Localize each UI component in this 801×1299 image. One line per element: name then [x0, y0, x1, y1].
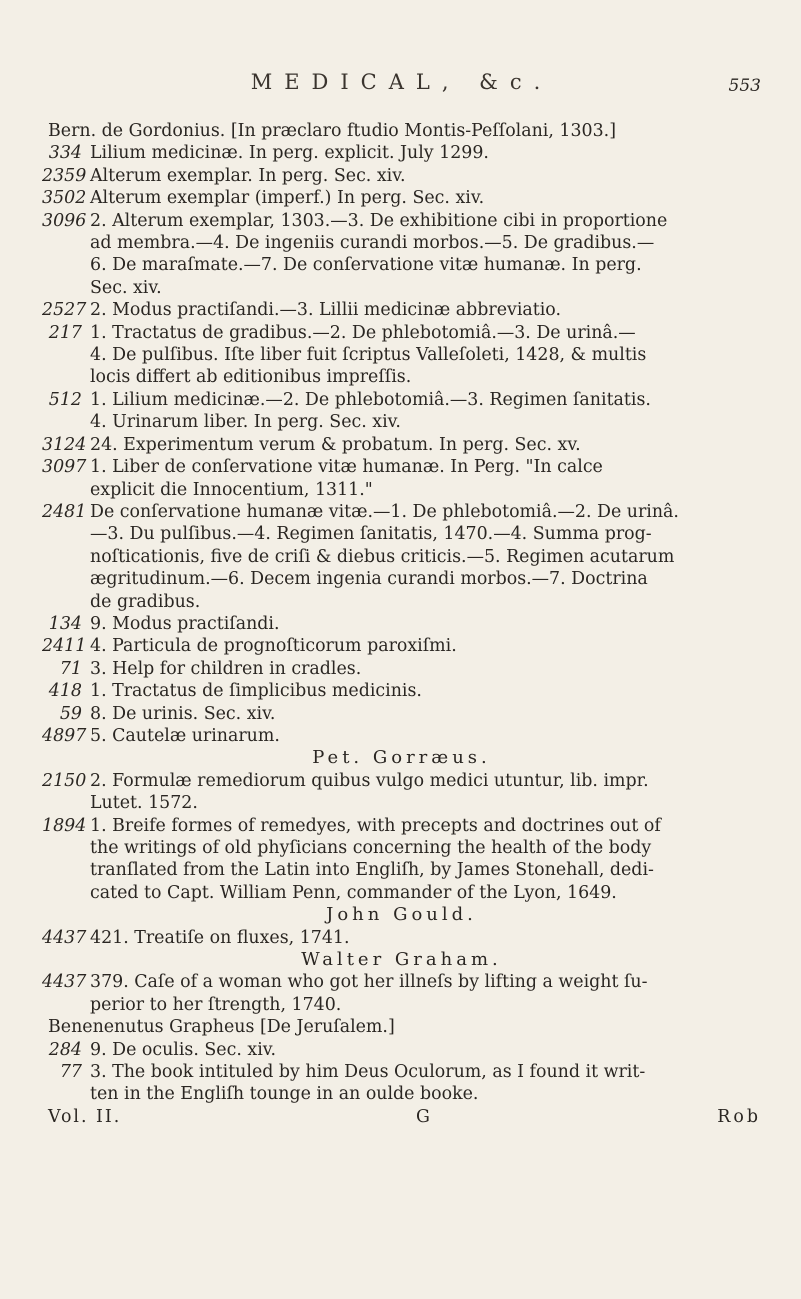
entry-text: Benenenutus Grapheus [De Jeruſalem.] — [48, 1017, 395, 1038]
catalogue-entry — [42, 613, 761, 635]
entry-text: Pet. Gorræus. — [312, 747, 491, 769]
catalogue-entry — [42, 187, 761, 209]
manuscript-number: 284 — [48, 1039, 82, 1060]
entry-text: Alterum exemplar. In perg. Sec. xiv. — [90, 165, 406, 186]
entry-continuation — [42, 994, 761, 1016]
catalogue-entry — [42, 1061, 761, 1083]
entry-text: Lutet. 1572. — [90, 793, 198, 814]
manuscript-number: 217 — [48, 322, 82, 343]
manuscript-number: 4437 — [42, 972, 87, 993]
entry-text: 3. Help for children in cradles. — [90, 658, 362, 679]
author-heading — [42, 949, 761, 971]
entry-text: 3. The book intituled by him Deus Oculorum, as I found it writ- — [90, 1062, 646, 1083]
manuscript-number: 2150 — [42, 770, 87, 791]
entry-text: ægritudinum.—6. Decem ingenia curandi morbos.—7. Doctrina — [90, 569, 648, 590]
catalogue-entry — [42, 658, 761, 680]
entry-text: 6. De maraſmate.—7. De conſervatione vitæ humanæ. In perg. — [90, 255, 642, 276]
entry-text: perior to her ſtrength, 1740. — [90, 994, 342, 1015]
page-header — [42, 70, 761, 120]
entry-continuation — [42, 546, 761, 568]
author-heading — [42, 904, 761, 926]
entry-text: locis differt ab editionibus impreſſis. — [90, 367, 412, 388]
manuscript-number: 4897 — [42, 725, 87, 746]
entry-text: ad membra.—4. De ingeniis curandi morbos.—5. De gradibus.— — [90, 233, 655, 254]
entry-text: —3. Du pulſibus.—4. Regimen ſanitatis, 1470.—4. Summa prog- — [90, 524, 652, 545]
catalogue-entry — [42, 210, 761, 232]
entry-text: Bern. de Gordonius. [In præclaro ftudio Montis-Peſſolani, 1303.] — [48, 121, 616, 141]
entry-continuation — [42, 568, 761, 590]
entry-text: cated to Capt. William Penn, commander of the Lyon, 1649. — [90, 882, 617, 903]
manuscript-number: 2481 — [42, 501, 87, 522]
entry-continuation — [42, 882, 761, 904]
entry-continuation — [42, 254, 761, 276]
manuscript-number: 4437 — [42, 927, 87, 948]
entry-text: 421. Treatiſe on fluxes, 1741. — [90, 927, 350, 948]
entry-continuation — [42, 411, 761, 433]
entry-text: 5. Cautelæ urinarum. — [90, 725, 280, 746]
signature-mark: G — [416, 1106, 430, 1127]
entry-text: 24. Experimentum verum & probatum. In perg. Sec. xv. — [90, 434, 581, 455]
entry-text: 1. Tractatus de ſimplicibus medicinis. — [90, 681, 422, 702]
entry-text: 4. De pulſibus. Iſte liber fuit ſcriptus Valleſoleti, 1428, & multis — [90, 345, 647, 366]
catalogue-entry — [42, 456, 761, 478]
catalogue-entry — [42, 434, 761, 456]
catalogue-body — [42, 120, 761, 1106]
entry-text: 4. Urinarum liber. In perg. Sec. xiv. — [90, 412, 401, 433]
entry-continuation — [42, 792, 761, 814]
entry-text: 2. Alterum exemplar, 1303.—3. De exhibitione cibi in proportione — [90, 210, 668, 231]
entry-text: Lilium medicinæ. In perg. explicit. July 1299. — [90, 143, 489, 164]
page-footer — [42, 1106, 761, 1128]
catalogue-entry — [42, 725, 761, 747]
catalogue-entry — [42, 971, 761, 993]
entry-continuation — [42, 523, 761, 545]
entry-text: Walter Graham. — [301, 949, 502, 971]
entry-text: explicit die Innocentium, 1311." — [90, 479, 373, 500]
entry-text: John Gould. — [326, 904, 477, 926]
entry-text: noſticationis, five de criſi & diebus criticis.—5. Regimen acutarum — [90, 546, 675, 567]
entry-text: 8. De urinis. Sec. xiv. — [90, 703, 276, 724]
entry-text: 1. Tractatus de gradibus.—2. De phlebotomiâ.—3. De urinâ.— — [90, 322, 636, 343]
entry-continuation — [42, 277, 761, 299]
entry-text: 1. Breife formes of remedyes, with precepts and doctrines out of — [90, 815, 661, 836]
entry-text: the writings of old phyſicians concerning the health of the body — [90, 838, 652, 858]
catalogue-entry — [42, 322, 761, 344]
catalogue-entry — [42, 703, 761, 725]
entry-continuation — [42, 344, 761, 366]
manuscript-number: 77 — [59, 1062, 82, 1083]
entry-text: 2. Modus practiſandi.—3. Lillii medicinæ abbreviatio. — [90, 300, 561, 321]
catalogue-entry — [42, 680, 761, 702]
author-heading — [42, 747, 761, 769]
manuscript-number: 3097 — [42, 457, 87, 478]
entry-text: 379. Caſe of a woman who got her illneſs by lifting a weight ſu- — [90, 972, 648, 993]
manuscript-number: 334 — [48, 143, 82, 164]
author-heading — [42, 120, 761, 142]
manuscript-number: 3096 — [42, 210, 87, 231]
author-heading — [42, 1016, 761, 1038]
manuscript-number: 3124 — [42, 434, 87, 455]
manuscript-number: 418 — [48, 681, 82, 702]
entry-text: 9. Modus practiſandi. — [90, 613, 280, 634]
entry-continuation — [42, 591, 761, 613]
manuscript-number: 2527 — [42, 300, 87, 321]
catalogue-entry — [42, 635, 761, 657]
catalogue-entry — [42, 501, 761, 523]
manuscript-number: 1894 — [42, 815, 87, 836]
entry-text: de gradibus. — [90, 591, 201, 612]
entry-text: 4. Particula de prognoſticorum paroxiſmi. — [90, 636, 457, 657]
catalogue-entry — [42, 142, 761, 164]
volume-label: Vol. II. — [48, 1106, 122, 1127]
manuscript-number: 59 — [59, 703, 82, 724]
manuscript-number: 134 — [48, 613, 82, 634]
running-head: MEDICAL, &c. — [250, 70, 553, 94]
manuscript-number: 2359 — [42, 165, 87, 186]
entry-text: Sec. xiv. — [90, 277, 162, 298]
catalogue-entry — [42, 815, 761, 837]
entry-text: 2. Formulæ remediorum quibus vulgo medici utuntur, lib. impr. — [90, 770, 649, 791]
catalogue-entry — [42, 165, 761, 187]
manuscript-number: 2411 — [42, 636, 87, 657]
entry-text: De conſervatione humanæ vitæ.—1. De phlebotomiâ.—2. De urinâ. — [90, 501, 679, 522]
entry-text: ten in the Engliſh tounge in an oulde booke. — [90, 1084, 479, 1105]
page-number: 553 — [728, 76, 761, 96]
entry-continuation — [42, 366, 761, 388]
catalogue-entry — [42, 927, 761, 949]
entry-continuation — [42, 859, 761, 881]
entry-text: 9. De oculis. Sec. xiv. — [90, 1039, 277, 1060]
catalogue-entry — [42, 299, 761, 321]
manuscript-number: 512 — [48, 389, 82, 410]
entry-text: Alterum exemplar (imperf.) In perg. Sec. xiv. — [90, 188, 485, 209]
manuscript-number: 71 — [59, 658, 82, 679]
entry-continuation — [42, 479, 761, 501]
manuscript-number: 3502 — [42, 188, 87, 209]
entry-continuation — [42, 837, 761, 859]
entry-continuation — [42, 232, 761, 254]
entry-continuation — [42, 1083, 761, 1105]
catchword: Rob — [717, 1106, 761, 1127]
catalogue-entry — [42, 389, 761, 411]
entry-text: 1. Lilium medicinæ.—2. De phlebotomiâ.—3. Regimen ſanitatis. — [90, 389, 651, 410]
catalogue-entry — [42, 770, 761, 792]
entry-text: tranſlated from the Latin into Engliſh, by James Stonehall, dedi- — [90, 860, 654, 881]
catalogue-entry — [42, 1039, 761, 1061]
entry-text: 1. Liber de conſervatione vitæ humanæ. In Perg. "In calce — [90, 457, 603, 478]
